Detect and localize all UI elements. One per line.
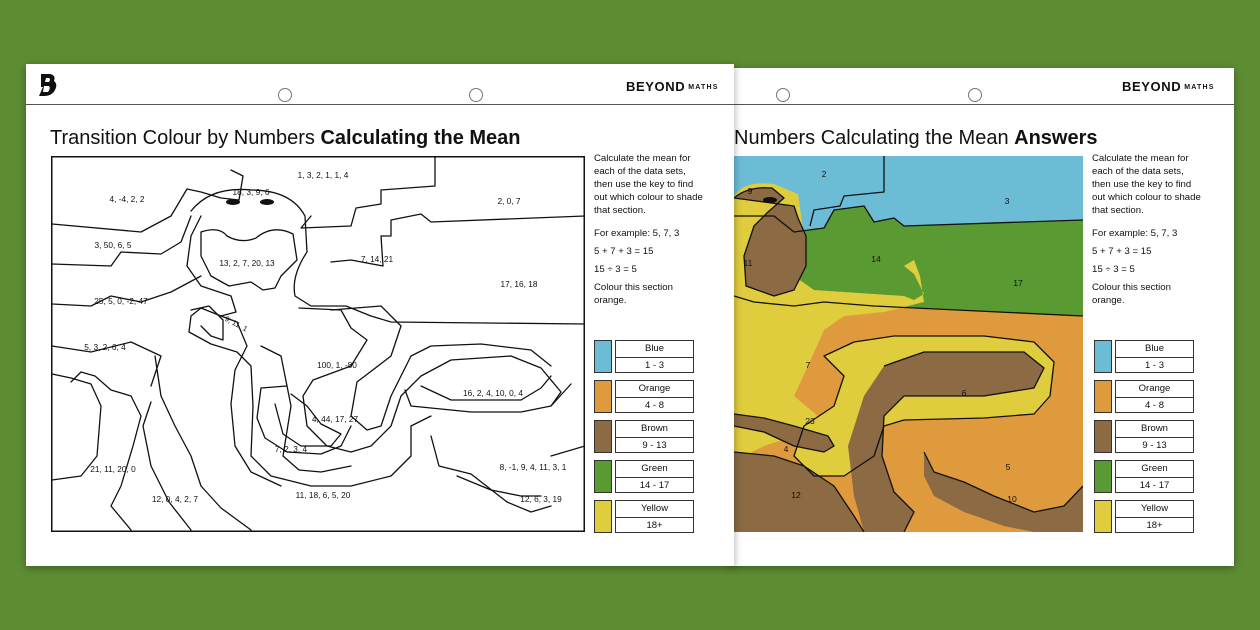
- key-colour-name: Orange: [1116, 381, 1193, 398]
- region-label: 100, 1, -80: [317, 360, 357, 370]
- colour-swatch: [594, 340, 612, 373]
- region-label: 8, -1, 9, 4, 11, 3, 1: [499, 462, 567, 472]
- instructions-step: 15 ÷ 3 = 5: [594, 264, 637, 275]
- colour-key: [1094, 340, 1194, 540]
- answer-label: 9: [747, 186, 753, 196]
- colour-swatch: [1094, 460, 1112, 493]
- worksheet-page: [26, 64, 734, 566]
- key-range: 4 - 8: [644, 400, 664, 411]
- page-title: Numbers Calculating the Mean Answers: [734, 127, 1098, 149]
- key-colour-name: Brown: [616, 421, 693, 438]
- instructions-intro: Calculate the mean for each of the data sets, then use the key to find out which colour to shade that section.: [1092, 153, 1201, 216]
- key-range: 18+: [1146, 520, 1163, 531]
- instructions-example: For example: 5, 7, 3: [1092, 228, 1178, 239]
- key-range: 14 - 17: [1139, 480, 1170, 491]
- colour-swatch: [1094, 340, 1112, 373]
- region-label: 17, 16, 18: [500, 279, 538, 289]
- colour-key: [594, 340, 694, 540]
- instructions-example: For example: 5, 7, 3: [594, 228, 680, 239]
- key-range: 1 - 3: [1144, 360, 1164, 371]
- key-row: [594, 420, 694, 454]
- region-label: 4, -4, 2, 2: [109, 194, 145, 204]
- answers-page: [728, 68, 1234, 566]
- key-colour-name: Orange: [616, 381, 693, 398]
- header-divider: [728, 104, 1234, 105]
- answer-label: 2: [821, 169, 827, 179]
- region-label: 12, 6, 3, 19: [520, 494, 562, 504]
- key-row: [1094, 380, 1194, 414]
- region-label: 7, 2, 3, 4: [274, 444, 308, 454]
- region-label: 21, 11, 20, 0: [90, 464, 136, 474]
- answer-label: 14: [871, 254, 881, 264]
- region-label: 9, 11, 1: [223, 314, 250, 334]
- binder-hole: [776, 88, 790, 102]
- key-colour-name: Yellow: [1116, 501, 1193, 518]
- key-colour-name: Green: [616, 461, 693, 478]
- answer-label: 11: [743, 258, 753, 268]
- instructions: [1092, 152, 1204, 317]
- key-row: [1094, 340, 1194, 374]
- key-range: 9 - 13: [1142, 440, 1167, 451]
- answer-label: 17: [1013, 278, 1023, 288]
- brand-wordmark: BEYOND MATHS: [1122, 79, 1215, 94]
- key-colour-name: Blue: [616, 341, 693, 358]
- key-range: 1 - 3: [644, 360, 664, 371]
- key-row: [594, 380, 694, 414]
- instructions-step: 5 + 7 + 3 = 15: [1092, 246, 1152, 257]
- key-range: 14 - 17: [639, 480, 670, 491]
- key-row: [1094, 420, 1194, 454]
- answers-picture: [734, 156, 1083, 532]
- binder-hole: [278, 88, 292, 102]
- key-row: [594, 500, 694, 534]
- region-label: 7, 14, 21: [360, 254, 394, 264]
- key-colour-name: Green: [1116, 461, 1193, 478]
- key-range: 4 - 8: [1144, 400, 1164, 411]
- colour-swatch: [594, 460, 612, 493]
- instructions-outro: Colour this section orange.: [1092, 282, 1171, 306]
- instructions-outro: Colour this section orange.: [594, 282, 673, 306]
- colour-by-numbers-picture: [51, 156, 585, 532]
- brand-wordmark: BEYOND MATHS: [626, 79, 719, 94]
- brand-logo-icon: [38, 73, 60, 97]
- page-title: Transition Colour by Numbers Calculating the Mean: [50, 127, 521, 149]
- instructions-step: 15 ÷ 3 = 5: [1092, 264, 1135, 275]
- region-label: 12, 0, 4, 2, 7: [151, 494, 199, 504]
- answer-label: 23: [805, 416, 815, 426]
- region-label: 1, 3, 2, 1, 1, 4: [297, 170, 349, 180]
- key-range: 9 - 13: [642, 440, 667, 451]
- answer-label: 4: [783, 444, 789, 454]
- key-row: [1094, 500, 1194, 534]
- colour-swatch: [1094, 380, 1112, 413]
- region-label: 5, 3, 2, 6, 4: [84, 342, 126, 352]
- header-divider: [26, 104, 734, 105]
- instructions: [594, 152, 706, 317]
- key-row: [1094, 460, 1194, 494]
- instructions-step: 5 + 7 + 3 = 15: [594, 246, 654, 257]
- key-range: 18+: [646, 520, 663, 531]
- region-label: 4, 44, 17, 27: [311, 414, 359, 424]
- key-colour-name: Yellow: [616, 501, 693, 518]
- region-label: 18, 3, 9, 6: [232, 187, 270, 197]
- key-row: [594, 340, 694, 374]
- region-label: 16, 2, 4, 10, 0, 4: [463, 388, 523, 398]
- answer-label: 10: [1007, 494, 1017, 504]
- colour-swatch: [594, 380, 612, 413]
- answer-label: 6: [961, 388, 967, 398]
- binder-hole: [469, 88, 483, 102]
- answer-label: 5: [1005, 462, 1011, 472]
- key-row: [594, 460, 694, 494]
- instructions-intro: Calculate the mean for each of the data sets, then use the key to find out which colour to shade that section.: [594, 153, 703, 216]
- colour-swatch: [594, 500, 612, 533]
- snake-eye: [226, 199, 240, 205]
- key-colour-name: Blue: [1116, 341, 1193, 358]
- key-colour-name: Brown: [1116, 421, 1193, 438]
- region-label: 25, 5, 0, -2, 47: [94, 296, 148, 306]
- snake-eye: [763, 197, 777, 203]
- colour-swatch: [594, 420, 612, 453]
- snake-eye: [260, 199, 274, 205]
- binder-hole: [968, 88, 982, 102]
- region-label: 3, 50, 6, 5: [94, 240, 132, 250]
- answer-label: 3: [1004, 196, 1010, 206]
- colour-swatch: [1094, 420, 1112, 453]
- colour-swatch: [1094, 500, 1112, 533]
- region-label: 13, 2, 7, 20, 13: [219, 258, 275, 268]
- region-label: 11, 18, 6, 5, 20: [295, 490, 351, 500]
- answer-label: 12: [791, 490, 801, 500]
- answer-label: 7: [805, 360, 811, 370]
- region-label: 2, 0, 7: [497, 196, 521, 206]
